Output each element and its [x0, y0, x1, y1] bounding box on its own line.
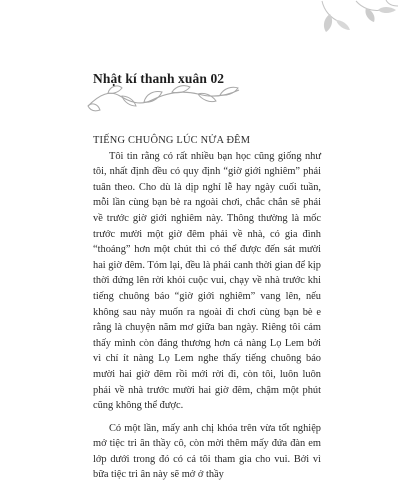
paragraph-1: Tôi tin rằng có rất nhiều bạn học cũng giống như tôi, nhất định đều có quy định “giờ giới nghiêm” phải tuân theo. Cho dù là dịp nghỉ lễ hay ngày cuối tuần, mỗi lần cùng bạn bè ra ngoài chơi, chắc chắn sẽ phải về trước giờ giới nghiêm này. Thông thường là mốc trước mười một giờ đêm phải về nhà, có gia đình “thoáng” hơn một chút thì có thể được đến sát mười hai giờ đêm. Tóm lại, đều là phải canh thời gian để kịp thời đứng lên rời khỏi cuộc vui, chạy về nhà trước khi tiếng chuông báo “giờ giới nghiêm” vang lên, nếu không sau này muốn ra ngoài đi chơi cùng bạn bè e rằng là chuyện năm mơ giữa ban ngày. Riêng tôi cảm thấy mình còn đáng thương hơn cả nàng Lọ Lem bởi vì chí ít nàng Lọ Lem nghe thấy tiếng chuông báo mười hai giờ đêm rồi mới rời đi, còn tôi, luôn luôn phải về nhà trước mười hai giờ đêm, chậm một phút cũng không thể được.	[93, 150, 321, 412]
paragraph-2: Có một lần, mấy anh chị khóa trên vừa tốt nghiệp mở tiệc tri ân thầy cô, còn mời thêm mấy đứa đàn em lớp dưới trong đó có cả tôi tham gia cho vui. Bởi vì bữa tiệc tri ân này sẽ mở ở thầy	[93, 422, 321, 481]
vine-ornament-icon	[86, 84, 241, 114]
chapter-title: Nhật kí thanh xuân 02	[93, 71, 225, 86]
leaf-branch-decoration-icon	[316, 0, 400, 40]
section-heading: TIẾNG CHUÔNG LÚC NỬA ĐÊM	[93, 135, 251, 146]
article-body	[93, 133, 321, 490]
